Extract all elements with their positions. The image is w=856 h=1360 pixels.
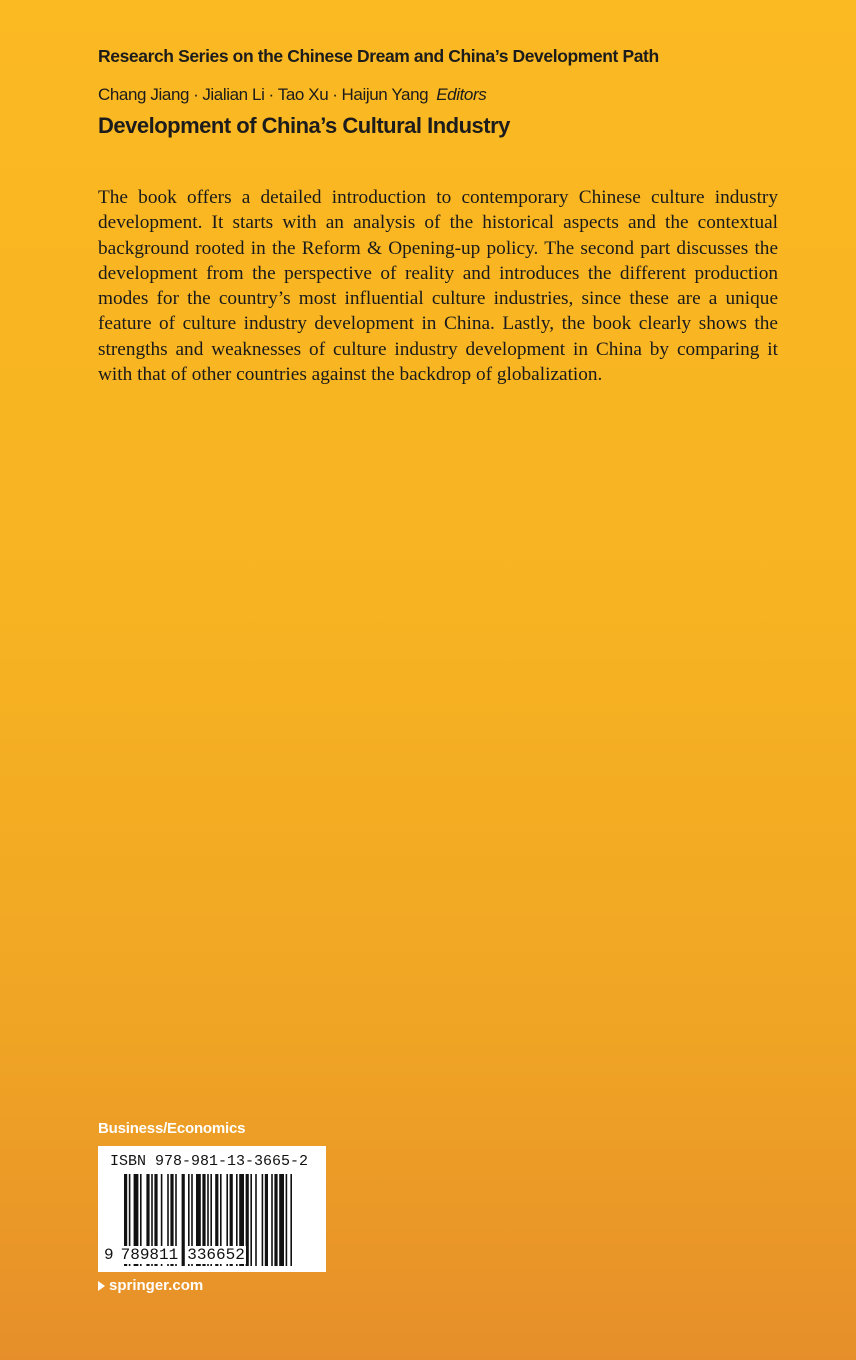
barcode-left-group: 789811 [120, 1246, 179, 1264]
barcode-digits [104, 1246, 246, 1264]
editor-name: Tao Xu [277, 85, 329, 104]
editor-separator: · [332, 85, 338, 104]
editor-separator: · [193, 85, 199, 104]
series-title: Research Series on the Chinese Dream and China’s Development Path [98, 46, 659, 66]
isbn-barcode [98, 1146, 326, 1272]
editor-name: Chang Jiang [98, 85, 190, 104]
website-label: springer.com [109, 1277, 204, 1294]
barcode-first-digit: 9 [104, 1246, 114, 1264]
subject-category: Business/Economics [98, 1120, 246, 1137]
barcode-right-group: 336652 [187, 1246, 245, 1264]
editor-name: Jialian Li [202, 85, 265, 104]
editors-line [98, 85, 486, 105]
book-title: Development of China’s Cultural Industry [98, 113, 510, 138]
editors-role: Editors [436, 85, 487, 104]
editor-name: Haijun Yang [341, 85, 429, 104]
publisher-website[interactable] [98, 1277, 203, 1294]
arrow-right-icon [98, 1281, 105, 1291]
isbn-number: ISBN 978-981-13-3665-2 [110, 1153, 309, 1170]
book-description: The book offers a detailed introduction to contemporary Chinese culture industry development. It starts with an analysis of the historical aspects and the contextual background rooted in the Reform & Opening-up policy. The second part discusses the development from the perspective of reality and introduces the different production modes for the country’s most influential culture industries, since these are a unique feature of culture industry development in China. Lastly, the book clearly shows the strengths and weaknesses of culture industry development in China by comparing it with that of other countries against the backdrop of globalization. [98, 187, 778, 386]
editor-separator: · [268, 85, 274, 104]
